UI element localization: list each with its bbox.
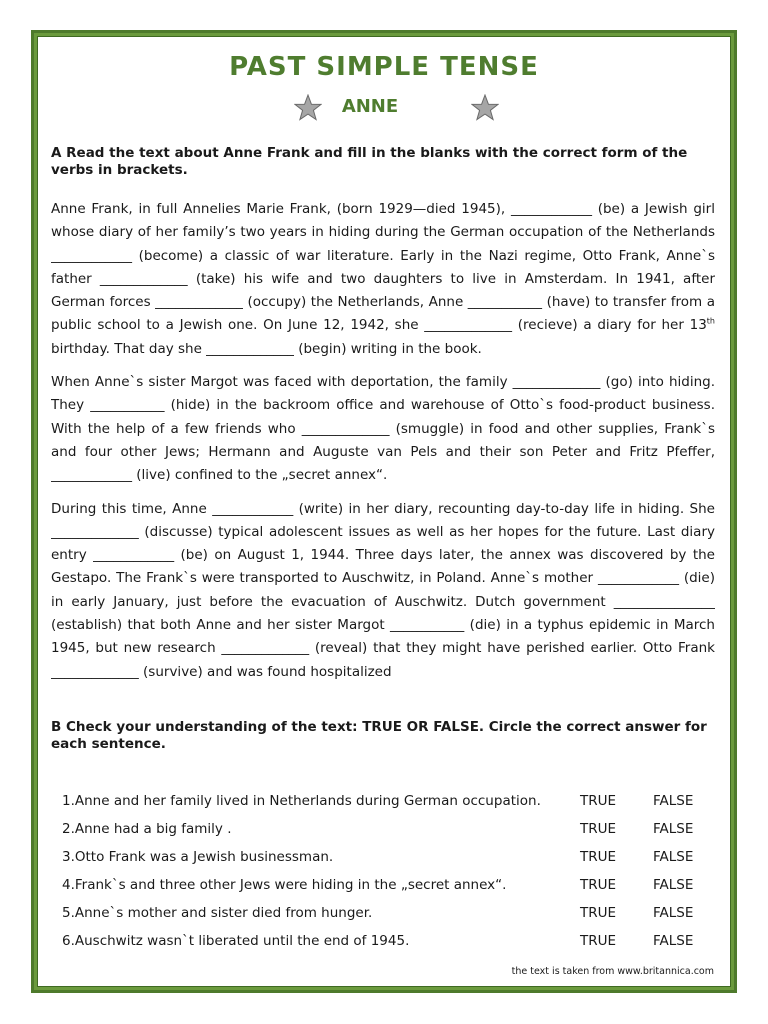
passage-text: Anne Frank, in full Annelies Marie Frank, (born 1929—died 1945), ____________ (be) a Jewish girl whose diary of her family’s two years in hiding during the German occupation of the Netherlands ____________ (become) a classic of war literature. Early in the Nazi regime, Otto Frank, Anne`s father _____________ (take) his wife and two daughters to live in Amsterdam. In 1941, after German forces _____________ (occupy) the Netherlands, Anne ___________ (have) to transfer from a public school to a Jewish one. On June 12, 1942, she _____________ (recieve) a diary for her 13 [51, 201, 715, 334]
true-option[interactable]: TRUE [580, 821, 617, 837]
statement-text: 5.Anne`s mother and sister died from hunger. [62, 905, 373, 921]
passage-text: When Anne`s sister Margot was faced with deportation, the family _____________ (go) into hiding. They ___________ (hide) in the backroom office and warehouse of Otto`s food-product business. With the help of a few friends who _____________ (smuggle) in food and other supplies, Frank`s and four other Jews; Hermann and Auguste van Pels and their son Peter and Fritz Pfeffer, ____________ (live) confined to the „secret annex“. [51, 374, 715, 484]
passage-paragraph [51, 371, 715, 487]
false-option[interactable]: FALSE [653, 793, 694, 809]
false-option[interactable]: FALSE [653, 821, 694, 837]
passage-text: birthday. That day she _____________ (begin) writing in the book. [51, 340, 482, 357]
passage-paragraph [51, 498, 715, 684]
subtitle-row [0, 94, 768, 122]
statement-row [62, 821, 722, 849]
true-option[interactable]: TRUE [580, 905, 617, 921]
worksheet-title: PAST SIMPLE TENSE [229, 52, 539, 82]
passage-paragraph [51, 198, 715, 361]
statement-row [62, 877, 722, 905]
true-false-list [62, 793, 722, 961]
statement-text: 4.Frank`s and three other Jews were hiding in the „secret annex“. [62, 877, 507, 893]
statement-row [62, 905, 722, 933]
statement-text: 2.Anne had a big family . [62, 821, 232, 837]
false-option[interactable]: FALSE [653, 905, 694, 921]
section-a-instruction: A Read the text about Anne Frank and fill in the blanks with the correct form of the verbs in brackets. [51, 145, 688, 178]
statement-row [62, 933, 722, 961]
source-note: the text is taken from www.britannica.com [511, 966, 714, 977]
statement-text: 1.Anne and her family lived in Netherlands during German occupation. [62, 793, 541, 809]
worksheet-subtitle: ANNE [341, 96, 399, 117]
false-option[interactable]: FALSE [653, 933, 694, 949]
statement-text: 6.Auschwitz wasn`t liberated until the end of 1945. [62, 933, 410, 949]
star-icon [294, 94, 322, 122]
false-option[interactable]: FALSE [653, 877, 694, 893]
true-option[interactable]: TRUE [580, 849, 617, 865]
reading-passage [51, 198, 715, 706]
true-option[interactable]: TRUE [580, 933, 617, 949]
true-option[interactable]: TRUE [580, 793, 617, 809]
passage-text: During this time, Anne ____________ (write) in her diary, recounting day-to-day life in hiding. She _____________ (discusse) typical adolescent issues as well as her hopes for the future. Last diary entry ____________ (be) on August 1, 1944. Three days later, the annex was discovered by the Gestapo. The Frank`s were transported to Auschwitz, in Poland. Anne`s mother ____________ (die) in early January, just before the evacuation of Auschwitz. Dutch government _______________ (establish) that both Anne and her sister Margot ___________ (die) in a typhus epidemic in March 1945, but new research _____________ (reveal) that they might have perished earlier. Otto Frank _____________ (survive) and was found hospitalized [51, 500, 715, 680]
star-icon [471, 94, 499, 122]
true-option[interactable]: TRUE [580, 877, 617, 893]
false-option[interactable]: FALSE [653, 849, 694, 865]
section-b-instruction: B Check your understanding of the text: TRUE OR FALSE. Circle the correct answer for each sentence. [51, 719, 707, 752]
statement-row [62, 793, 722, 821]
superscript-text: th [706, 316, 715, 326]
statement-row [62, 849, 722, 877]
statement-text: 3.Otto Frank was a Jewish businessman. [62, 849, 334, 865]
